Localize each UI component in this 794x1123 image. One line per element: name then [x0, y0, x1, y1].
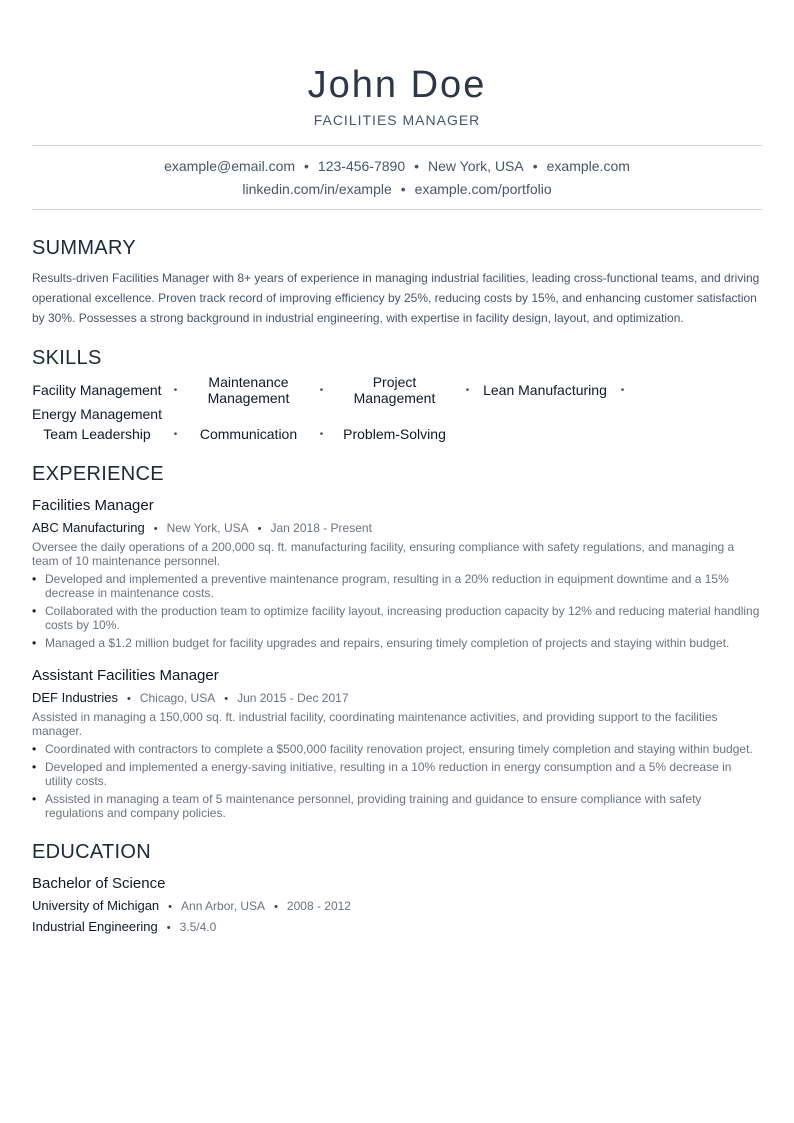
contact-separator: •	[414, 158, 420, 174]
contact-email[interactable]: example@email.com	[164, 158, 296, 174]
contact-row-1	[32, 155, 762, 178]
job-title: Facilities Manager	[32, 497, 154, 514]
contact-separator: •	[400, 181, 406, 197]
experience-section	[32, 462, 762, 820]
job-dates: Jan 2018 - Present	[270, 521, 372, 535]
skills-heading: SKILLS	[32, 347, 102, 369]
education-degree: Bachelor of Science	[32, 875, 166, 892]
skills-section	[32, 346, 762, 442]
job-bullets	[32, 742, 762, 820]
meta-separator: •	[153, 523, 158, 535]
contact-linkedin[interactable]: linkedin.com/in/example	[242, 181, 392, 197]
summary-section	[32, 236, 762, 328]
education-school-line	[32, 897, 762, 916]
resume-header	[32, 0, 762, 129]
meta-separator: •	[257, 523, 262, 535]
job-description: Oversee the daily operations of a 200,000 sq. ft. manufacturing facility, ensuring compliance with safety regulations, and managing a team of 10 maintenance personnel.	[32, 540, 735, 568]
header-divider-bottom	[32, 209, 762, 210]
meta-separator: •	[126, 693, 131, 705]
job-location: Chicago, USA	[139, 691, 216, 705]
meta-separator: •	[168, 901, 173, 913]
skill-item: Team Leadership	[43, 426, 151, 442]
education-school: University of Michigan	[32, 898, 160, 913]
skill-separator: •	[173, 384, 178, 396]
contact-phone[interactable]: 123-456-7890	[317, 158, 406, 174]
education-field: Industrial Engineering	[32, 919, 158, 934]
skill-separator: •	[465, 384, 470, 396]
contact-website[interactable]: example.com	[546, 158, 630, 174]
skill-item: Maintenance Management	[207, 374, 290, 406]
contact-info	[32, 146, 762, 209]
meta-separator: •	[274, 901, 278, 913]
meta-separator: •	[166, 922, 171, 934]
skill-item: Facility Management	[32, 382, 162, 398]
job-title: Assistant Facilities Manager	[32, 667, 219, 684]
candidate-name: John Doe	[307, 64, 487, 106]
summary-heading: SUMMARY	[32, 237, 136, 259]
contact-separator: •	[304, 158, 309, 174]
skill-item: Project Management	[353, 374, 436, 406]
skill-item: Energy Management	[32, 406, 162, 422]
job-meta	[32, 689, 762, 708]
job-bullet: • Assisted in managing a team of 5 maintenance personnel, providing training and guidance to ensure compliance with safety regulations and company policies.	[32, 792, 762, 820]
education-gpa: 3.5/4.0	[179, 920, 217, 934]
skill-separator: •	[173, 428, 178, 440]
job-meta	[32, 519, 762, 538]
job-entry	[32, 497, 762, 650]
skill-separator: •	[620, 384, 625, 396]
job-entry	[32, 667, 762, 820]
education-location: Ann Arbor, USA	[181, 899, 266, 913]
contact-location: New York, USA	[428, 158, 524, 174]
job-bullet: • Managed a $1.2 million budget for facility upgrades and repairs, ensuring timely completion of projects and staying within budget.	[32, 636, 762, 650]
skill-item: Lean Manufacturing	[483, 382, 607, 398]
job-bullet: • Collaborated with the production team to optimize facility layout, increasing production capacity by 12% and reducing material handling costs by 10%.	[32, 604, 762, 632]
skill-item: Communication	[199, 426, 298, 442]
candidate-title: FACILITIES MANAGER	[313, 112, 481, 128]
skills-list-row-2	[32, 426, 762, 442]
job-company: ABC Manufacturing	[32, 520, 145, 535]
job-location: New York, USA	[166, 521, 249, 535]
skill-separator: •	[319, 428, 324, 440]
skill-item: Problem-Solving	[343, 426, 446, 442]
education-section	[32, 840, 762, 937]
summary-text: Results-driven Facilities Manager with 8+ years of experience in managing industrial facilities, leading cross-functional teams, and driving operational excellence. Proven track record of improving efficiency by 25%, reducing costs by 15%, and enhancing customer satisfaction by 30%. Possesses a strong background in industrial engineering, with expertise in facility design, layout, and optimization.	[32, 271, 760, 325]
skills-list	[32, 374, 762, 422]
education-field-line	[32, 918, 762, 937]
job-company: DEF Industries	[32, 690, 118, 705]
job-bullet: • Developed and implemented a preventive maintenance program, resulting in a 20% reduction in equipment downtime and a 15% decrease in maintenance costs.	[32, 572, 762, 600]
education-dates: 2008 - 2012	[286, 899, 351, 913]
job-bullet: • Coordinated with contractors to complete a $500,000 facility renovation project, ensuring timely completion and staying within budget.	[32, 742, 762, 756]
education-heading: EDUCATION	[32, 841, 151, 863]
job-description: Assisted in managing a 150,000 sq. ft. industrial facility, coordinating maintenance activities, and providing support to the facilities manager.	[32, 710, 718, 738]
contact-row-2	[32, 178, 762, 201]
contact-portfolio[interactable]: example.com/portfolio	[414, 181, 552, 197]
experience-heading: EXPERIENCE	[32, 463, 164, 485]
job-bullets	[32, 572, 762, 650]
contact-separator: •	[532, 158, 538, 174]
meta-separator: •	[224, 693, 229, 705]
job-bullet: • Developed and implemented a energy-saving initiative, resulting in a 10% reduction in energy consumption and a 5% decrease in utility costs.	[32, 760, 762, 788]
skill-separator: •	[319, 384, 324, 396]
job-dates: Jun 2015 - Dec 2017	[237, 691, 349, 705]
